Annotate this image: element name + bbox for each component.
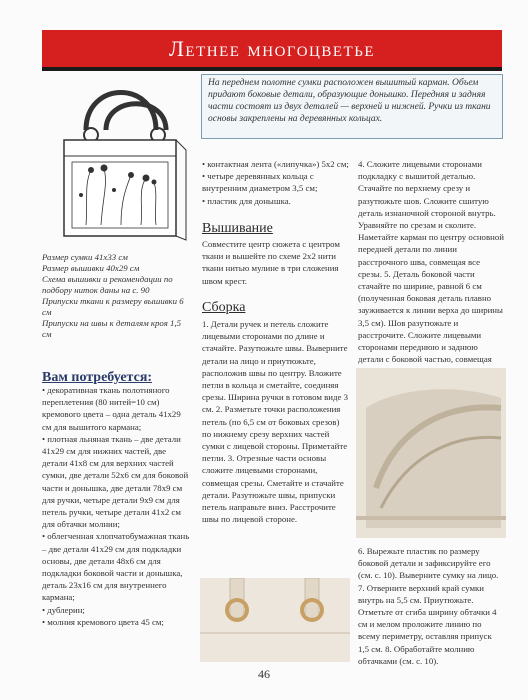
list-item: • четыре деревянных кольца с внутренним диаметром 3,5 см; [202,171,318,194]
assembly-steps-6-8: 6. Вырежьте пластик по размеру боковой детали и зафиксируйте его (см. с. 10). Выверните сумку на лицо. 7. Отверните верхний край сумки внутрь на 5,5 см. Приутюжьте. Отметьте от сгиба ширину обтачки 4 см и мелом проложите линию по всему периметру, оставляя припуск 1,5 см. 8. Обработайте молнию обтачками (см. с. 10). [358,546,499,666]
list-item: • пластик для донышка. [202,195,291,206]
spec-chart-note: Схема вышивки и рекомендации по подбору ниток даны на с. 90 [42,274,173,295]
bag-illustration [46,70,191,250]
list-item: • дублерин; [42,604,85,615]
page-number: 46 [258,667,270,681]
spec-embroidery-size: Размер вышивки 40x29 см [42,263,140,273]
intro-box: На переднем полотне сумки расположен вышитый карман. Объем придают боковые детали, образующие донышко. Передняя и задняя части состоят из двух деталей — верхней и нижней. Ручки из ткани основы закреплены на деревянных кольцах. [201,74,503,139]
assembly-steps-4-5: 4. Сложите лицевыми сторонами подкладку с вышитой деталью. Стачайте по верхнему срезу и разутюжьте шов. Сложите сшитую деталь изнаночной стороной внутрь. Уравняйте по срезам и сколите. Наметайте карман по центру основной передней детали по линии расстрочного шва, совмещая все срезы. 5. Деталь боковой части стачайте по ширине, равной 6 см (полученная боковая деталь плавно зауживается к линии верха до ширины 3,5 см). Шов разутюжьте и расстрочите. Сложите лицевыми сторонами переднюю и заднюю детали с боковой частью, совмещая [358,159,504,365]
embroidery-heading: Вышивание [202,221,273,236]
handle-rings-photo [200,578,350,662]
embroidery-text: Совместите центр сюжета с центром ткани и вышейте по схеме 2x2 нити ткани нитью мулине в три сложения швом крест. [202,239,340,286]
bag-specs [42,252,192,340]
assembly-steps-1-3: 1. Детали ручек и петель сложите лицевыми сторонами по длине и стачайте. Разутюжьте швы. Выверните детали на лицо и приутюжьте, расположив швы по центру. Вложите петли в кольца и сметайте, соединяя срезы. Ширина ручки в готовом виде 3 см. 2. Разметьте точки расположения петель (по 6,5 см от боковых срезов) по нижнему срезу верхних частей сумки с лицевой стороны. Приметайте петли. 3. Отрезные части основы сложите лицевыми сторонами, совмещая срезы. Сметайте и стачайте детали. Разутюжьте швы, припуски петель направьте вниз. Расстрочите швы по лицевой стороне. [202,319,348,525]
bag-base-photo [356,368,506,538]
list-item: • молния кремового цвета 45 см; [42,616,164,627]
materials-list-continued [202,158,350,207]
spec-seam-allowance: Припуски на швы к деталям кроя 1,5 см [42,318,181,339]
list-item: • контактная лента («липучка») 5x2 см; [202,159,349,169]
list-item: • облегченная хлопчатобумажная ткань – две детали 41x29 см для подкладки основы, две детали 48x6 см для подкладки боковой части и донышка, деталь 23x16 см для внутреннего кармана; [42,531,190,603]
spec-fabric-allowance: Припуски ткани к размеру вышивки 6 см [42,296,184,317]
list-item: • декоративная ткань полотняного переплетения (80 нитей=10 см) кремового цвета – одна деталь 41x29 см для вышитого кармана; [42,385,181,432]
materials-heading: Вам потребуется: [42,370,153,385]
page-title: Летнее многоцветье [42,30,502,67]
spec-bag-size: Размер сумки 41x33 см [42,252,128,262]
assembly-heading: Сборка [202,300,246,315]
materials-list [42,384,192,628]
list-item: • плотная льняная ткань – две детали 41x29 см для нижних частей, две детали 41x8 см для верхних частей сумки, две детали 52x6 см для боковой части и донышка, две детали 78x9 см для ручки, четыре детали 9x9 см для петель ручки, четыре детали 41x2 см для обтачки молнии; [42,433,189,530]
